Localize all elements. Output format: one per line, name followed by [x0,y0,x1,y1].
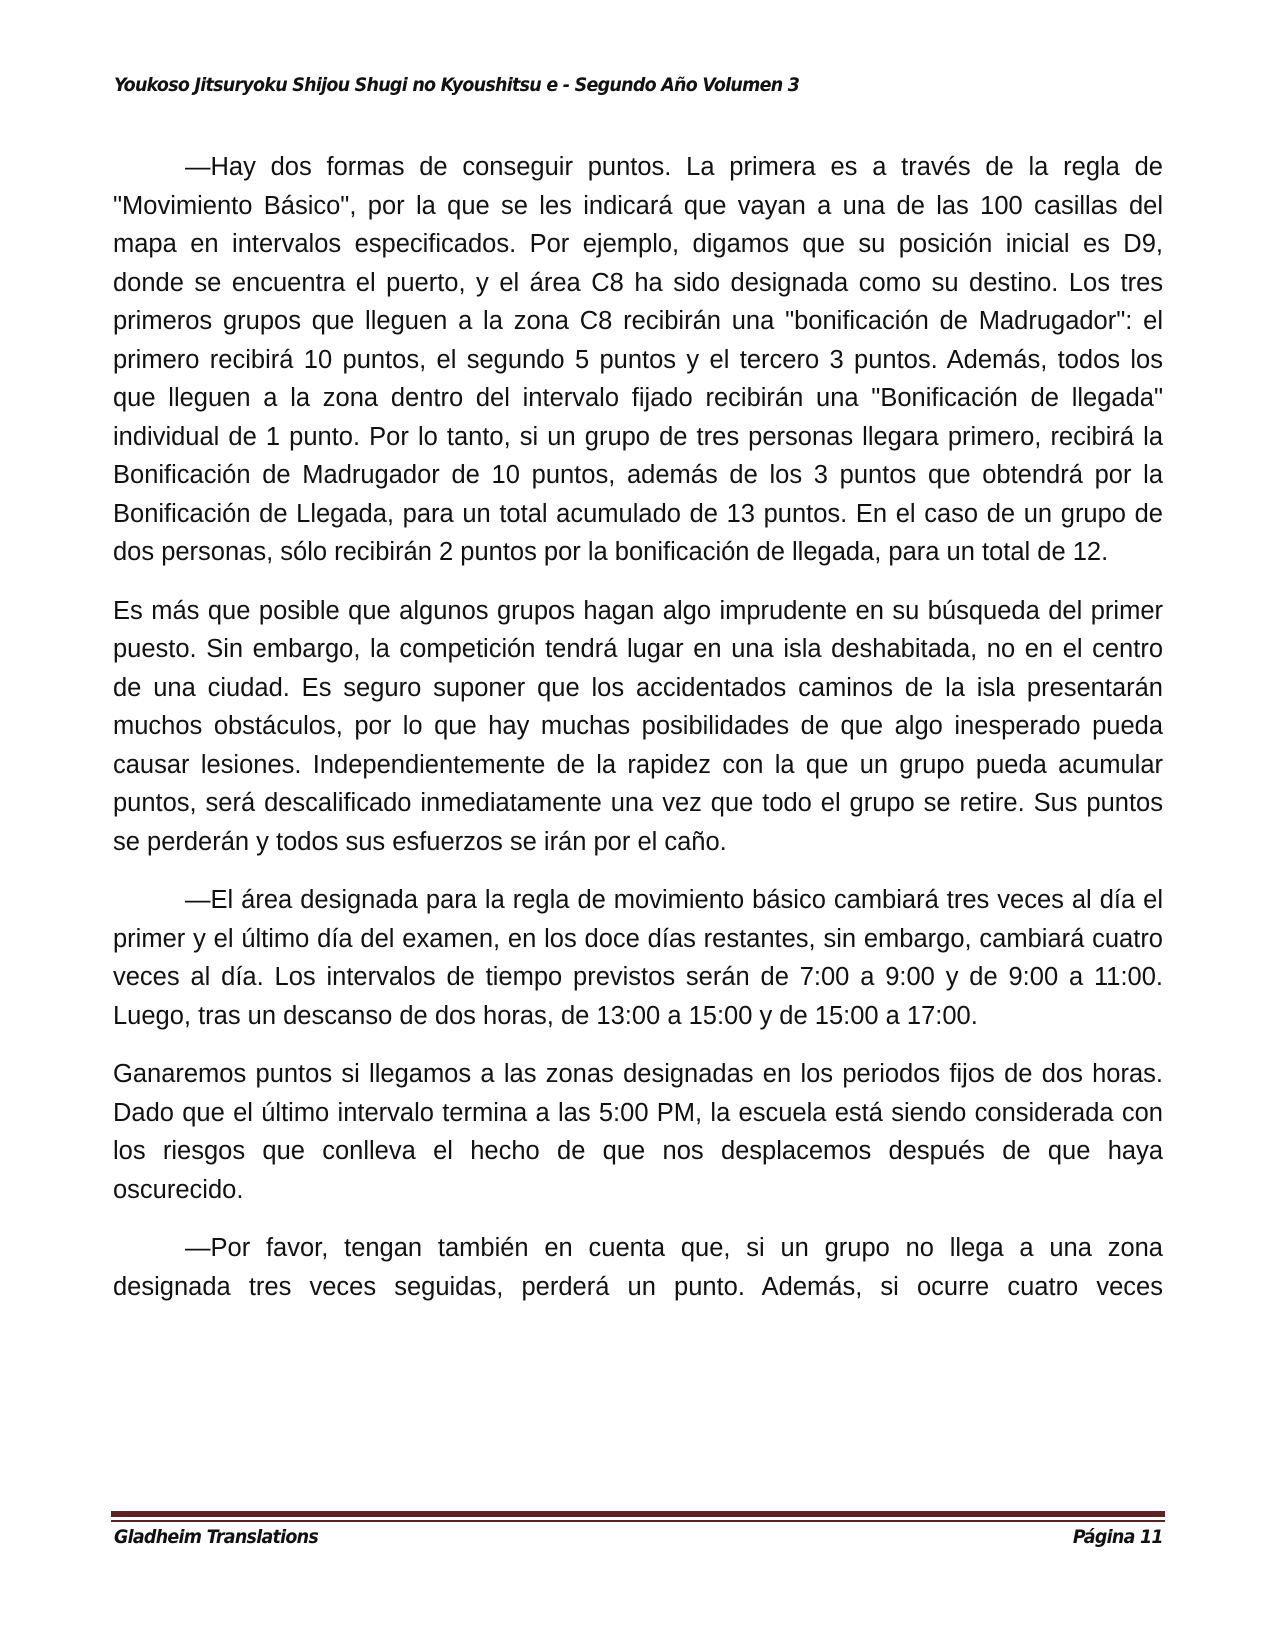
paragraph: —El área designada para la regla de movimiento básico cambiará tres veces al día el primer y el último día del examen, en los doce días restantes, sin embargo, cambiará cuatro veces al día. Los intervalos de tiempo previstos serán de 7:00 a 9:00 y de 9:00 a 11:00. Luego, tras un descanso de dos horas, de 13:00 a 15:00 y de 15:00 a 17:00. [113,886,1163,1030]
footer-divider-thin [111,1520,1165,1522]
paragraph: —Hay dos formas de conseguir puntos. La primera es a través de la regla de "Movimiento Básico", por la que se les indicará que vayan a una de las 100 casillas del mapa en intervalos especificados. Por ejemplo, digamos que su posición inicial es D9, donde se encuentra el puerto, y el área C8 ha sido designada como su destino. Los tres primeros grupos que lleguen a la zona C8 recibirán una "bonificación de Madrugador": el primero recibirá 10 puntos, el segundo 5 puntos y el tercero 3 puntos. Además, todos los que lleguen a la zona dentro del intervalo fijado recibirán una "Bonificación de llegada" individual de 1 punto. Por lo tanto, si un grupo de tres personas llegara primero, recibirá la Bonificación de Madrugador de 10 puntos, además de los 3 puntos que obtendrá por la Bonificación de Llegada, para un total acumulado de 13 puntos. En el caso de un grupo de dos personas, sólo recibirán 2 puntos por la bonificación de llegada, para un total de 12. [113,153,1163,566]
footer-credit: Gladheim Translations [114,1526,319,1548]
paragraph: Es más que posible que algunos grupos hagan algo imprudente en su búsqueda del primer puesto. Sin embargo, la competición tendrá lugar en una isla deshabitada, no en el centro de una ciudad. Es seguro suponer que los accidentados caminos de la isla presentarán muchos obstáculos, por lo que hay muchas posibilidades de que algo inesperado pueda causar lesiones. Independientemente de la rapidez con la que un grupo pueda acumular puntos, será descalificado inmediatamente una vez que todo el grupo se retire. Sus puntos se perderán y todos sus esfuerzos se irán por el caño. [113,596,1163,856]
running-header: Youkoso Jitsuryoku Shijou Shugi no Kyoushitsu e - Segundo Año Volumen 3 [114,74,800,96]
paragraph: —Por favor, tengan también en cuenta que, si un grupo no llega a una zona designada tres veces seguidas, perderá un punto. Además, si ocurre cuatro veces [113,1234,1163,1301]
paragraph: Ganaremos puntos si llegamos a las zonas designadas en los periodos fijos de dos horas. Dado que el último intervalo termina a las 5:00 PM, la escuela está siendo considerada con los riesgos que conlleva el hecho de que nos desplacemos después de que haya oscurecido. [113,1060,1163,1204]
footer-divider [111,1511,1165,1517]
page-body [113,148,1163,1326]
page-number: Página 11 [1072,1526,1163,1548]
